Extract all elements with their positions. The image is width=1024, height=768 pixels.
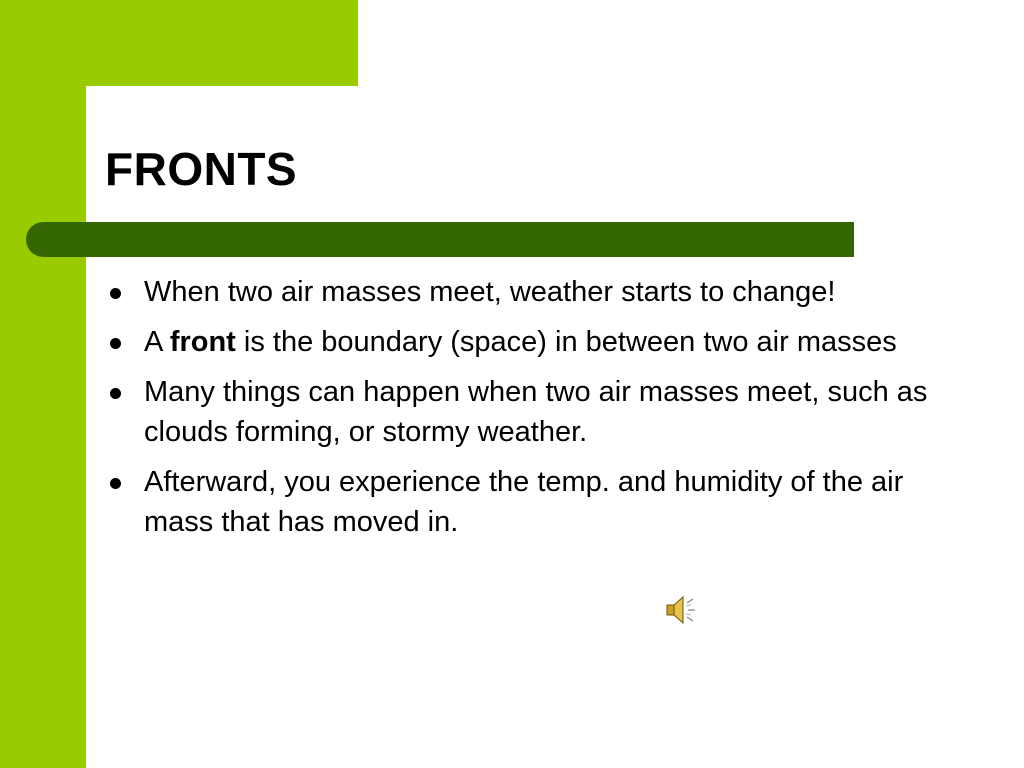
bullet-item [104, 272, 964, 312]
bullet-term-front: front [169, 326, 236, 358]
bullet-dot-icon [110, 338, 121, 349]
title-divider-bar [26, 222, 854, 257]
bullet-text: Many things can happen when two air masses meet, such as clouds forming, or stormy weather. [144, 376, 928, 448]
bullet-text-prefix: A [144, 326, 170, 358]
speaker-icon[interactable] [664, 593, 698, 627]
bullet-dot-icon [110, 388, 121, 399]
bullet-dot-icon [110, 288, 121, 299]
bullet-item [104, 462, 964, 542]
bullet-text: Afterward, you experience the temp. and humidity of the air mass that has moved in. [144, 466, 904, 538]
bullet-list [104, 272, 964, 552]
bullet-item [104, 372, 964, 452]
slide-title: FRONTS [105, 143, 298, 195]
green-frame-left [0, 0, 86, 768]
bullet-item [104, 322, 964, 362]
bullet-text-suffix: is the boundary (space) in between two air masses [235, 326, 897, 358]
bullet-dot-icon [110, 478, 121, 489]
bullet-text: When two air masses meet, weather starts to change! [144, 276, 836, 308]
content-corner [86, 86, 146, 146]
